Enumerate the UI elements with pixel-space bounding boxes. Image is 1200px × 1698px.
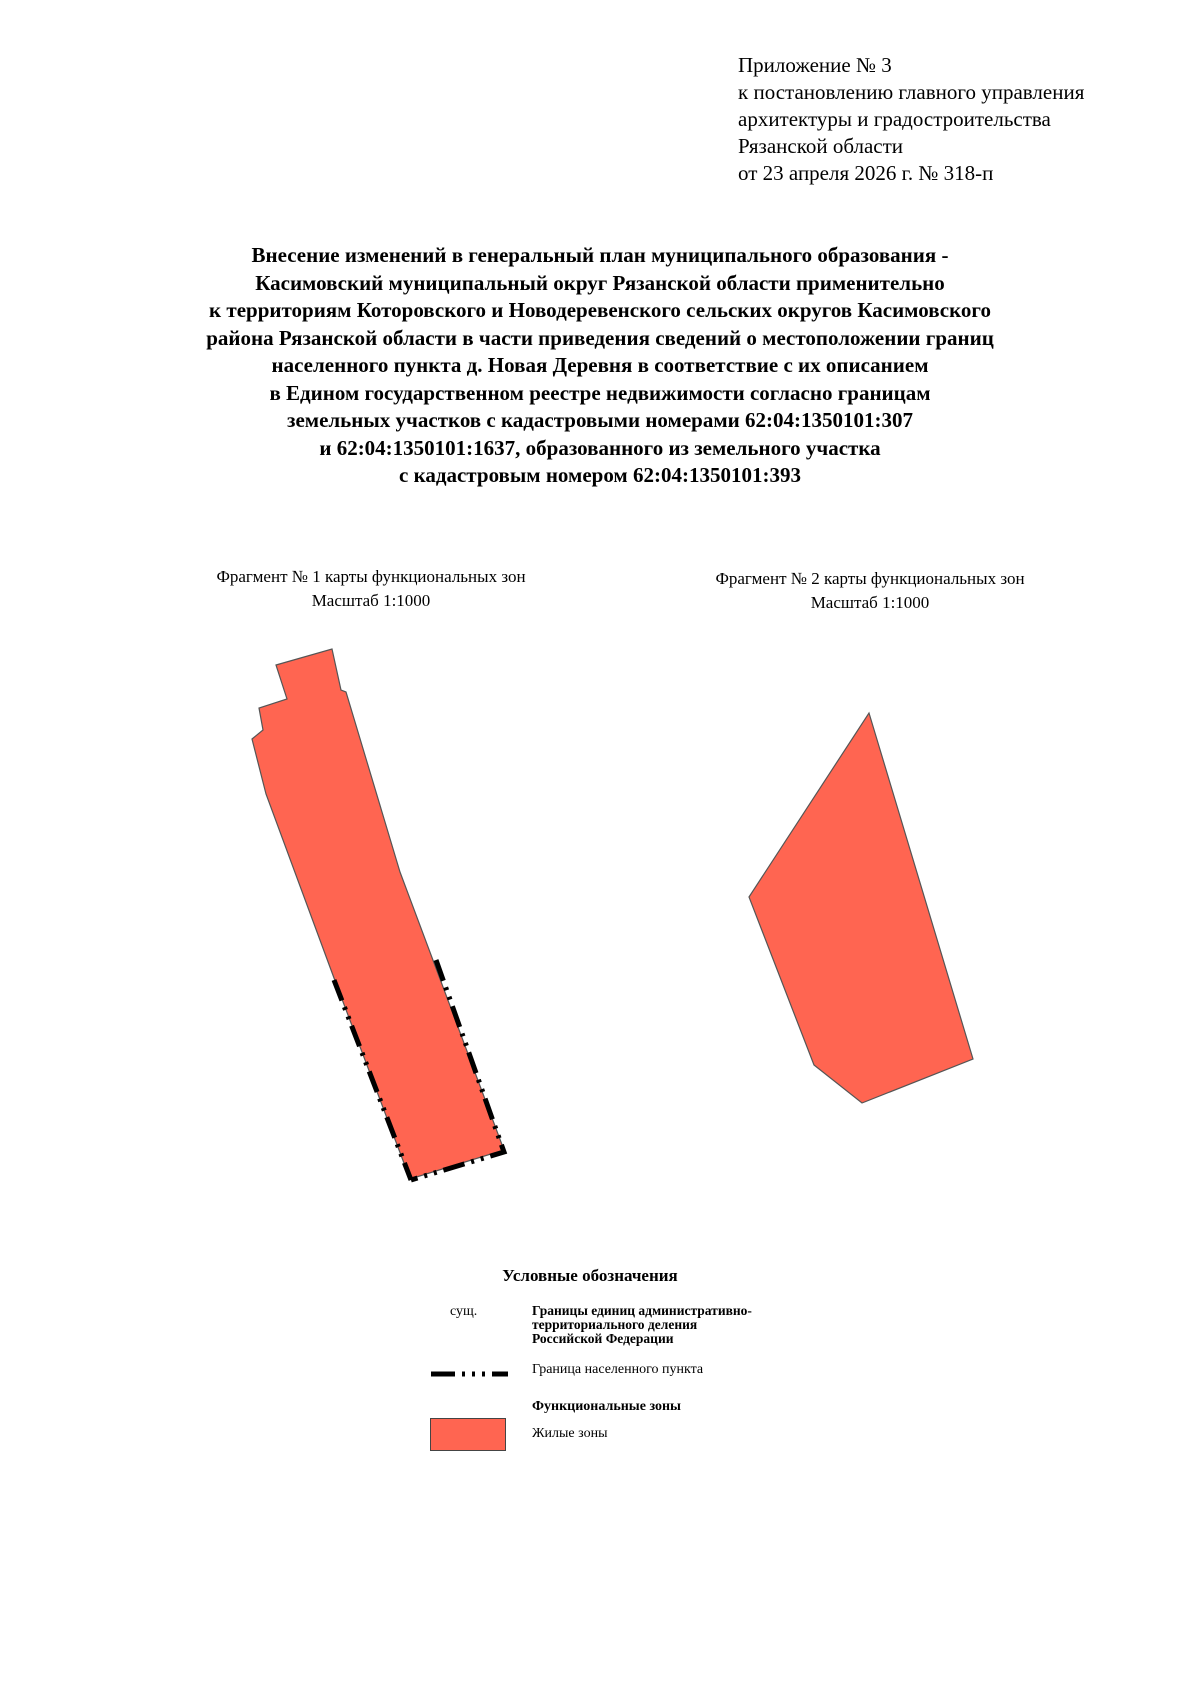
title-line: района Рязанской области в части приведения сведений о местоположении границ: [206, 325, 994, 350]
title-line: Касимовский муниципальный округ Рязанской области применительно: [255, 270, 945, 295]
legend-functional-zones-title: Функциональные зоны: [532, 1399, 681, 1414]
appendix-line: Приложение № 3: [738, 53, 892, 77]
title-line: с кадастровым номером 62:04:1350101:393: [399, 463, 801, 487]
legend-title: Условные обозначения: [502, 1266, 678, 1285]
fragment-2-residential-zone: [749, 713, 973, 1103]
legend-residential-label: Жилые зоны: [532, 1426, 608, 1441]
appendix-line: Рязанской области: [738, 134, 904, 158]
legend-admin-line: Границы единиц административно-: [532, 1303, 752, 1318]
legend-residential-swatch: [430, 1418, 506, 1451]
fragment-2-title: Фрагмент № 2 карты функциональных зон: [715, 569, 1025, 588]
title-line: в Едином государственном реестре недвижимости согласно границам: [269, 380, 931, 405]
appendix-date-line: от 23 апреля 2026 г. № 318-п: [738, 161, 994, 185]
appendix-line: к постановлению главного управления: [738, 80, 1085, 104]
legend-admin-boundary-label: [532, 1304, 832, 1346]
legend-existing-prefix: сущ.: [450, 1304, 478, 1319]
legend-admin-line: Российской Федерации: [532, 1331, 674, 1346]
appendix-line: архитектуры и градостроительства: [738, 107, 1051, 131]
title-line: населенного пункта д. Новая Деревня в соответствие с их описанием: [271, 353, 929, 377]
title-line: к территориям Которовского и Новодеревенского сельских округов Касимовского: [209, 298, 991, 322]
title-line: земельных участков с кадастровыми номерами 62:04:1350101:307: [287, 408, 913, 432]
title-line: и 62:04:1350101:1637, образованного из земельного участка: [319, 435, 881, 460]
fragment-1-title: Фрагмент № 1 карты функциональных зон: [216, 567, 526, 586]
title-line: Внесение изменений в генеральный план муниципального образования -: [251, 243, 949, 267]
legend-admin-line: территориального деления: [532, 1317, 698, 1332]
legend-settlement-boundary-label: Граница населенного пункта: [532, 1362, 704, 1377]
fragment-2-scale: Масштаб 1:1000: [810, 593, 930, 612]
fragment-1-scale: Масштаб 1:1000: [311, 591, 431, 610]
